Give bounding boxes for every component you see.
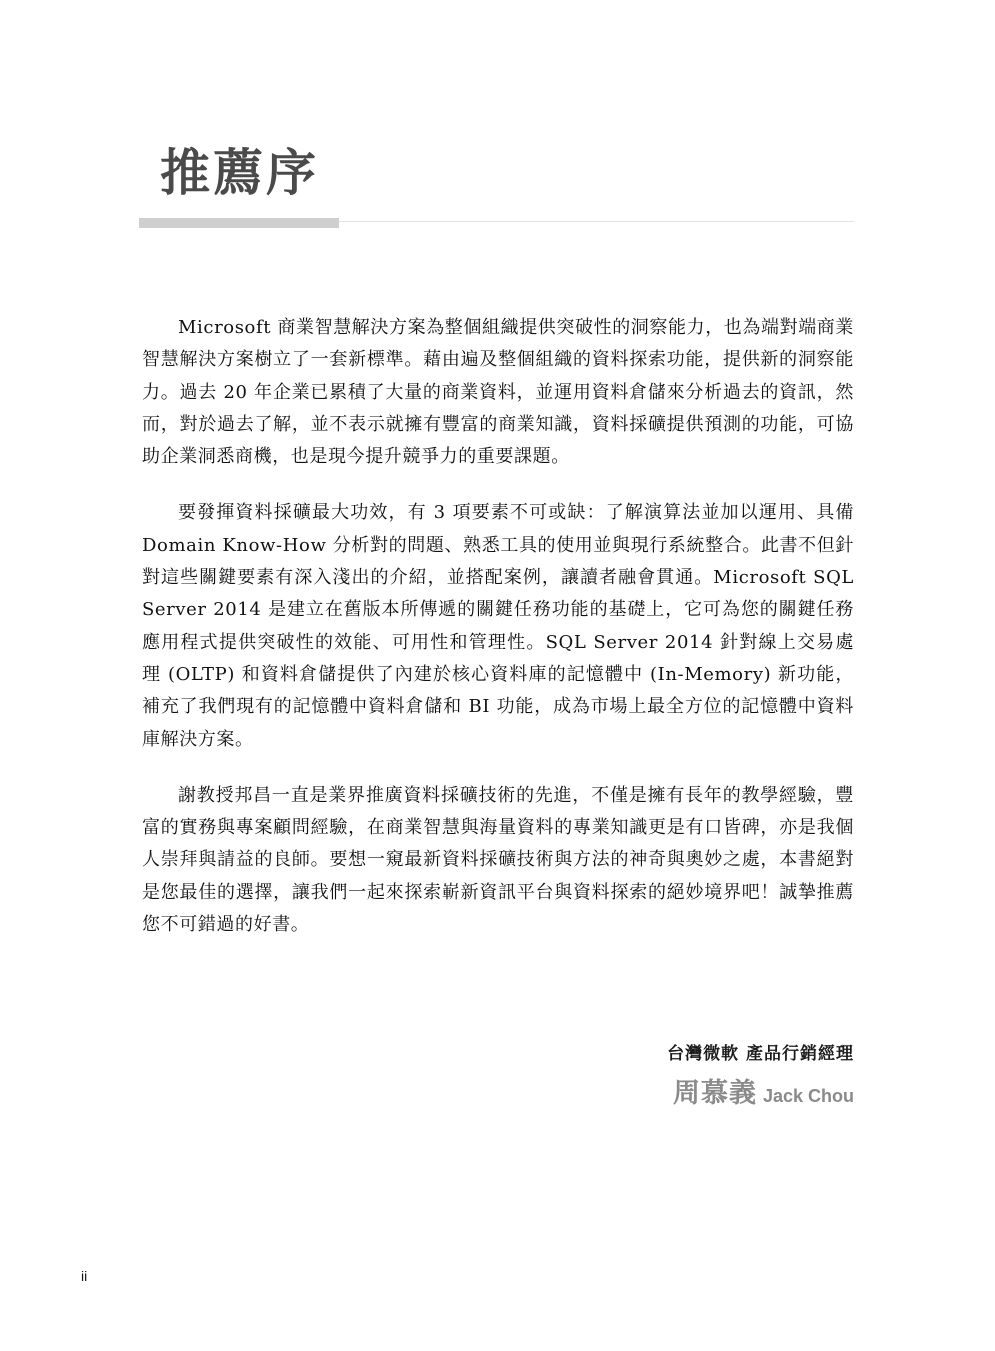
page-title: 推薦序 [160,144,319,202]
signature-block [667,1040,854,1115]
signature-name-english: Jack Chou [762,1086,854,1106]
signature-name-row [667,1076,854,1115]
signature-name-chinese: 周慕義 [672,1078,757,1109]
paragraph-1: Microsoft 商業智慧解決方案為整個組織提供突破性的洞察能力，也為端對端商業智慧解決方案樹立了一套新標準。藉由遍及整個組織的資料探索功能，提供新的洞察能力。過去 20 年企業已累積了大量的商業資料，並運用資料倉儲來分析過去的資訊，然而，對於過去了解，並不表示就擁有豐富的商業知識，資料採礦提供預測的功能，可協助企業洞悉商機，也是現今提升競爭力的重要課題。 [142,317,854,468]
foreword-body [142,312,854,965]
signature-organization: 台灣微軟 產品行銷經理 [667,1044,854,1064]
paragraph-3: 謝教授邦昌一直是業界推廣資料採礦技術的先進，不僅是擁有長年的教學經驗，豐富的實務與專案顧問經驗，在商業智慧與海量資料的專業知識更是有口皆碑，亦是我個人崇拜與請益的良師。要想一窺最新資料採礦技術與方法的神奇與奧妙之處，本書絕對是您最佳的選擇，讓我們一起來探索嶄新資訊平台與資料探索的絕妙境界吧！誠摯推薦您不可錯過的好書。 [142,784,854,936]
paragraph-2: 要發揮資料採礦最大功效，有 3 項要素不可或缺：了解演算法並加以運用、具備 Domain Know-How 分析對的問題、熟悉工具的使用並與現行系統整合。此書不但針對這些關鍵要素有深入淺出的介紹，並搭配案例，讓讀者融會貫通。Microsoft SQL Server 2014 是建立在舊版本所傳遞的關鍵任務功能的基礎上，它可為您的關鍵任務應用程式提供突破性的效能、可用性和管理性。SQL Server 2014 針對線上交易處理 (OLTP) 和資料倉儲提供了內建於核心資料庫的記憶體中 (In-Memory) 新功能，補充了我們現有的記憶體中資料倉儲和 BI 功能，成為市場上最全方位的記憶體中資料庫解決方案。 [142,502,854,750]
title-divider-accent [139,218,339,228]
page-number: ii [81,1268,88,1284]
